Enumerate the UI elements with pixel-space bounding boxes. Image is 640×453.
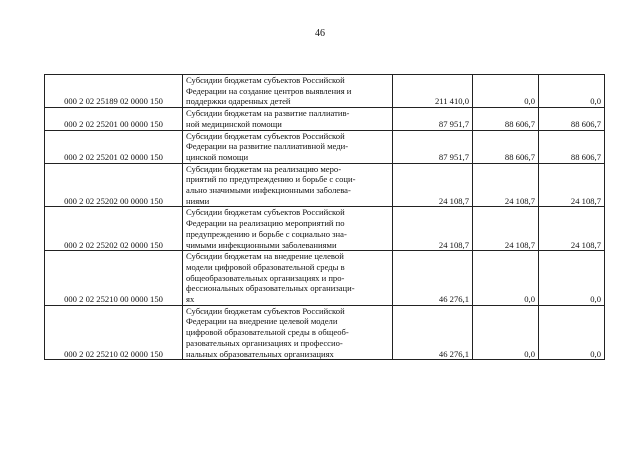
amount-cell-1: 87 951,7 bbox=[393, 108, 473, 130]
amount-cell-3: 24 108,7 bbox=[539, 207, 605, 251]
description-cell bbox=[183, 75, 393, 108]
description-line: Субсидии бюджетам субъектов Российской bbox=[186, 130, 345, 141]
description-line: поддержки одаренных детей bbox=[186, 96, 291, 107]
table-row bbox=[45, 305, 605, 360]
description-cell bbox=[183, 251, 393, 306]
budget-code-cell: 000 2 02 25202 00 0000 150 bbox=[45, 163, 183, 207]
description-line: Федерации на внедрение целевой модели bbox=[186, 316, 338, 327]
amount-cell-2: 24 108,7 bbox=[473, 163, 539, 207]
description-line: цинской помощи bbox=[186, 151, 249, 162]
table-row bbox=[45, 75, 605, 108]
budget-code-cell: 000 2 02 25201 00 0000 150 bbox=[45, 108, 183, 130]
description-line: общеобразовательных организациях и про- bbox=[186, 272, 345, 283]
description-line: Субсидии бюджетам субъектов Российской bbox=[186, 207, 345, 218]
amount-cell-3: 0,0 bbox=[539, 305, 605, 360]
amount-cell-1: 87 951,7 bbox=[393, 130, 473, 163]
description-line: нальных образовательных организациях bbox=[186, 348, 334, 359]
amount-cell-3: 88 606,7 bbox=[539, 130, 605, 163]
budget-code-cell: 000 2 02 25189 02 0000 150 bbox=[45, 75, 183, 108]
budget-table bbox=[44, 74, 605, 360]
amount-cell-2: 88 606,7 bbox=[473, 130, 539, 163]
amount-cell-1: 46 276,1 bbox=[393, 305, 473, 360]
table-row bbox=[45, 251, 605, 306]
amount-cell-1: 24 108,7 bbox=[393, 163, 473, 207]
description-line: Субсидии бюджетам субъектов Российской bbox=[186, 305, 345, 316]
amount-cell-3: 0,0 bbox=[539, 75, 605, 108]
page-number: 46 bbox=[315, 28, 325, 39]
description-line: Субсидии бюджетам на развитие паллиатив- bbox=[186, 108, 350, 119]
description-line: предупреждению и борьбе с социально зна- bbox=[186, 228, 347, 239]
description-line: модели цифровой образовательной среды в bbox=[186, 261, 345, 272]
table-row bbox=[45, 163, 605, 207]
amount-cell-3: 24 108,7 bbox=[539, 163, 605, 207]
description-line: ниями bbox=[186, 195, 210, 206]
budget-code-cell: 000 2 02 25202 02 0000 150 bbox=[45, 207, 183, 251]
description-line: Субсидии бюджетам на внедрение целевой bbox=[186, 251, 344, 262]
description-line: разовательных организациях и профессио- bbox=[186, 337, 343, 348]
description-line: приятий по предупреждению и борьбе с соци- bbox=[186, 174, 356, 185]
amount-cell-2: 88 606,7 bbox=[473, 108, 539, 130]
amount-cell-3: 88 606,7 bbox=[539, 108, 605, 130]
amount-cell-2: 0,0 bbox=[473, 305, 539, 360]
description-cell bbox=[183, 108, 393, 130]
amount-cell-1: 46 276,1 bbox=[393, 251, 473, 306]
description-line: Федерации на реализацию мероприятий по bbox=[186, 218, 345, 229]
description-line: цифровой образовательной среды в общеоб- bbox=[186, 327, 349, 338]
amount-cell-2: 24 108,7 bbox=[473, 207, 539, 251]
amount-cell-1: 211 410,0 bbox=[393, 75, 473, 108]
description-line: Федерации на создание центров выявления и bbox=[186, 85, 352, 96]
description-cell bbox=[183, 305, 393, 360]
description-line: фессиональных образовательных организаци- bbox=[186, 283, 355, 294]
description-cell bbox=[183, 163, 393, 207]
description-line: Субсидии бюджетам на реализацию меро- bbox=[186, 163, 342, 174]
description-line: чимыми инфекционными заболеваниями bbox=[186, 239, 337, 250]
budget-code-cell: 000 2 02 25210 00 0000 150 bbox=[45, 251, 183, 306]
description-cell bbox=[183, 207, 393, 251]
amount-cell-1: 24 108,7 bbox=[393, 207, 473, 251]
table-row bbox=[45, 130, 605, 163]
description-line: Федерации на развитие паллиативной меди- bbox=[186, 141, 349, 152]
amount-cell-2: 0,0 bbox=[473, 75, 539, 108]
table-row bbox=[45, 108, 605, 130]
description-line: ально значимыми инфекционными заболева- bbox=[186, 185, 351, 196]
description-cell bbox=[183, 130, 393, 163]
budget-code-cell: 000 2 02 25201 02 0000 150 bbox=[45, 130, 183, 163]
table-row bbox=[45, 207, 605, 251]
description-line: Субсидии бюджетам субъектов Российской bbox=[186, 75, 345, 85]
amount-cell-2: 0,0 bbox=[473, 251, 539, 306]
description-line: ях bbox=[186, 294, 195, 305]
amount-cell-3: 0,0 bbox=[539, 251, 605, 306]
budget-code-cell: 000 2 02 25210 02 0000 150 bbox=[45, 305, 183, 360]
description-line: ной медицинской помощи bbox=[186, 118, 282, 129]
